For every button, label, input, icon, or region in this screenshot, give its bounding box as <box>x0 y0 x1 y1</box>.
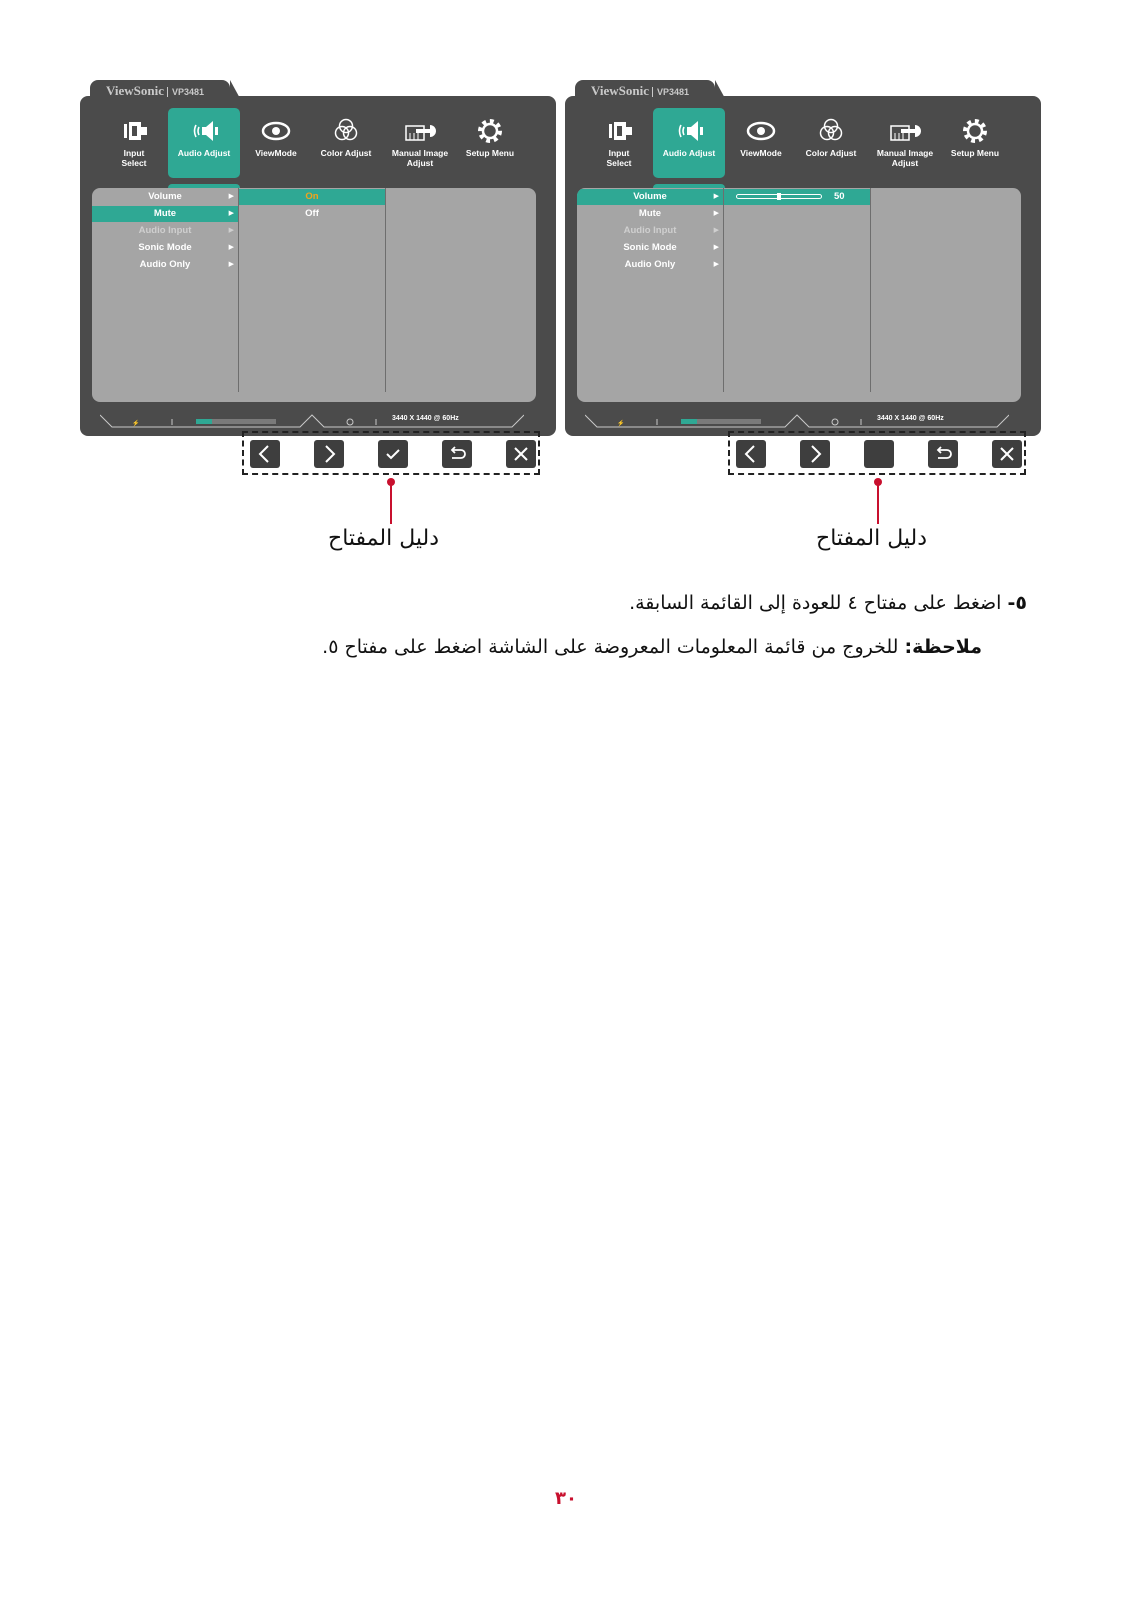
volume-slider-knob[interactable] <box>777 193 781 200</box>
arrow-right-icon: ▶ <box>713 193 719 200</box>
return-icon <box>928 440 958 468</box>
gear-icon <box>939 114 1011 148</box>
key-right-button[interactable] <box>800 440 830 468</box>
chevron-left-icon <box>250 440 280 468</box>
menu-label: Color Adjust <box>805 148 857 158</box>
menu-viewmode[interactable] <box>240 108 312 178</box>
menu-label: ViewMode <box>740 148 782 158</box>
option-on[interactable]: On <box>239 189 385 205</box>
key-guide-label-left: دليل المفتاح <box>328 526 439 551</box>
submenu-audio-only[interactable]: Audio Only ▶ <box>577 257 723 273</box>
osd-body <box>565 96 1041 436</box>
menu-color-adjust[interactable] <box>310 108 382 178</box>
key-guide-right <box>728 431 1026 475</box>
column-divider <box>723 188 724 392</box>
return-icon <box>442 440 472 468</box>
key-guide-left <box>242 431 540 475</box>
model-number: VP3481 <box>652 87 689 97</box>
note-label: ملاحظة: <box>904 636 982 658</box>
menu-label: Setup Menu <box>465 148 515 158</box>
input-select-icon <box>98 114 170 148</box>
submenu-audio-input[interactable]: Audio Input ▶ <box>92 223 238 239</box>
submenu-mute[interactable]: Mute ▶ <box>92 206 238 222</box>
submenu-mute[interactable]: Mute ▶ <box>577 206 723 222</box>
submenu-volume[interactable]: Volume ▶ <box>92 189 238 205</box>
key-left-button[interactable] <box>250 440 280 468</box>
status-bar-frame <box>585 414 1009 428</box>
chevron-left-icon <box>736 440 766 468</box>
key-right-button[interactable] <box>314 440 344 468</box>
input-select-icon <box>583 114 655 148</box>
menu-label: Input Select <box>606 148 632 168</box>
resolution-readout: 3440 X 1440 @ 60Hz <box>877 415 944 422</box>
step-number: ٥- <box>1007 592 1027 614</box>
osd-main-menu <box>92 108 536 178</box>
color-circles-icon <box>795 114 867 148</box>
gear-icon <box>454 114 526 148</box>
arrow-right-icon: ▶ <box>228 244 234 251</box>
submenu-audio-input[interactable]: Audio Input ▶ <box>577 223 723 239</box>
arrow-right-icon: ▶ <box>228 210 234 217</box>
menu-input-select[interactable] <box>583 108 655 178</box>
osd-screenshot-volume <box>565 80 1041 436</box>
submenu-sonic-mode[interactable]: Sonic Mode ▶ <box>92 240 238 256</box>
column-divider <box>870 188 871 392</box>
note-text: للخروج من قائمة المعلومات المعروضة على الشاشة اضغط على مفتاح ٥. <box>322 636 905 658</box>
speaker-icon <box>653 114 725 148</box>
menu-audio-adjust[interactable] <box>168 108 240 178</box>
arrow-right-icon: ▶ <box>713 227 719 234</box>
eye-icon <box>725 114 797 148</box>
key-exit-button[interactable] <box>506 440 536 468</box>
color-circles-icon <box>310 114 382 148</box>
resolution-readout: 3440 X 1440 @ 60Hz <box>392 415 459 422</box>
menu-label: Manual Image Adjust <box>876 148 934 168</box>
arrow-right-icon: ▶ <box>228 193 234 200</box>
eye-icon <box>240 114 312 148</box>
status-bar-frame <box>100 414 524 428</box>
arrow-right-icon: ▶ <box>713 210 719 217</box>
arrow-right-icon: ▶ <box>713 261 719 268</box>
menu-manual-image-adjust[interactable] <box>869 108 941 178</box>
volume-slider[interactable] <box>736 194 822 199</box>
key-confirm-button[interactable] <box>378 440 408 468</box>
osd-body <box>80 96 556 436</box>
menu-viewmode[interactable] <box>725 108 797 178</box>
arrow-right-icon: ▶ <box>228 227 234 234</box>
osd-status-bar <box>585 414 1009 428</box>
menu-setup[interactable] <box>939 108 1011 178</box>
chevron-right-icon <box>800 440 830 468</box>
menu-setup[interactable] <box>454 108 526 178</box>
volume-value: 50 <box>834 191 845 202</box>
step-text: اضغط على مفتاح ٤ للعودة إلى القائمة السابقة. <box>629 592 1008 614</box>
chevron-right-icon <box>314 440 344 468</box>
submenu-sonic-mode[interactable]: Sonic Mode ▶ <box>577 240 723 256</box>
step-instruction <box>629 592 1027 614</box>
key-exit-button[interactable] <box>992 440 1022 468</box>
page-number: ٣٠ <box>555 1488 577 1509</box>
note-paragraph <box>322 636 982 658</box>
checkmark-icon <box>378 440 408 468</box>
menu-label: Manual Image Adjust <box>391 148 449 168</box>
osd-screenshot-mute <box>80 80 556 436</box>
menu-label: Input Select <box>121 148 147 168</box>
key-guide-label-right: دليل المفتاح <box>816 526 927 551</box>
wrench-icon <box>384 114 456 148</box>
key-return-button[interactable] <box>442 440 472 468</box>
pointer-line <box>877 482 879 524</box>
key-left-button[interactable] <box>736 440 766 468</box>
pointer-line <box>390 482 392 524</box>
osd-status-bar <box>100 414 524 428</box>
close-icon <box>506 440 536 468</box>
model-number: VP3481 <box>167 87 204 97</box>
key-return-button[interactable] <box>928 440 958 468</box>
brand-logo: ViewSonic VP3481 <box>106 83 205 98</box>
osd-submenu-panel <box>92 188 536 402</box>
menu-label: Audio Adjust <box>662 148 716 158</box>
submenu-volume[interactable]: Volume ▶ <box>577 189 723 205</box>
arrow-right-icon: ▶ <box>228 261 234 268</box>
key-blank-button[interactable] <box>864 440 894 468</box>
osd-main-menu <box>577 108 1021 178</box>
menu-label: ViewMode <box>255 148 297 158</box>
arrow-right-icon: ▶ <box>713 244 719 251</box>
svg-text:⚡: ⚡ <box>617 421 625 427</box>
menu-color-adjust[interactable] <box>795 108 867 178</box>
svg-text:⚡: ⚡ <box>132 421 140 427</box>
column-divider <box>385 188 386 392</box>
brand-logo: ViewSonic VP3481 <box>591 83 690 98</box>
menu-label: Audio Adjust <box>177 148 231 158</box>
osd-submenu-panel <box>577 188 1021 402</box>
menu-label: Setup Menu <box>950 148 1000 158</box>
close-icon <box>992 440 1022 468</box>
submenu-audio-only[interactable]: Audio Only ▶ <box>92 257 238 273</box>
volume-slider-row <box>724 189 870 205</box>
wrench-icon <box>869 114 941 148</box>
menu-input-select[interactable] <box>98 108 170 178</box>
menu-manual-image-adjust[interactable] <box>384 108 456 178</box>
menu-label: Color Adjust <box>320 148 372 158</box>
option-off[interactable]: Off <box>305 208 319 219</box>
speaker-icon <box>168 114 240 148</box>
menu-audio-adjust[interactable] <box>653 108 725 178</box>
